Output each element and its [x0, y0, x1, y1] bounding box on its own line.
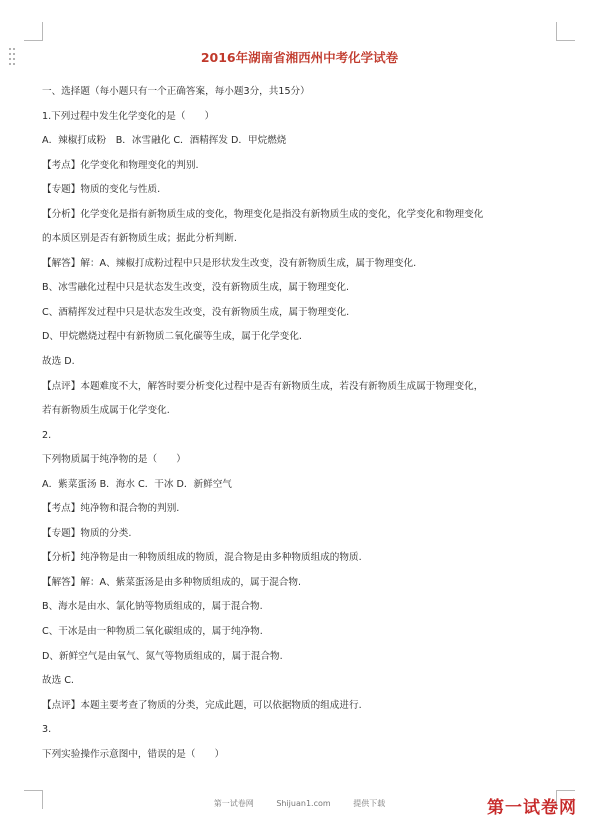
- footer-site-name: 第一试卷网: [213, 799, 254, 808]
- text-line: 【专题】物质的分类.: [42, 527, 132, 539]
- brand-logo: 第一试卷网: [487, 798, 577, 818]
- text-line: 下列物质属于纯净物的是（ ）: [42, 454, 186, 466]
- text-line: B、海水是由水、氯化钠等物质组成的，属于混合物.: [42, 601, 263, 613]
- text-line: D、甲烷燃烧过程中有新物质二氧化碳等生成，属于化学变化.: [42, 331, 302, 343]
- text-line: 【专题】物质的变化与性质.: [42, 184, 161, 196]
- text-line: 【点评】本题主要考查了物质的分类，完成此题，可以依据物质的组成进行.: [42, 699, 362, 711]
- text-line: A．辣椒打成粉 B．冰雪融化 C．酒精挥发 D．甲烷燃烧: [42, 135, 287, 147]
- text-line: 【点评】本题难度不大，解答时要分析变化过程中是否有新物质生成，若没有新物质生成属于物理变化，: [42, 380, 484, 392]
- text-line: 故选 D.: [42, 356, 75, 368]
- text-line: B、冰雪融化过程中只是状态发生改变，没有新物质生成，属于物理变化.: [42, 282, 350, 294]
- crop-mark-top-left: [24, 22, 43, 41]
- text-line: 【解答】解：A、辣椒打成粉过程中只是形状发生改变，没有新物质生成，属于物理变化.: [42, 257, 417, 269]
- document-body: [42, 80, 562, 767]
- text-line: 3.: [42, 724, 52, 736]
- text-line: 若有新物质生成属于化学变化.: [42, 405, 170, 417]
- document-title: 2016年湖南省湘西州中考化学试卷: [200, 50, 399, 65]
- text-line: 一、选择题（每小题只有一个正确答案，每小题3分，共15分）: [42, 86, 310, 97]
- text-line: 【考点】化学变化和物理变化的判别.: [42, 159, 199, 171]
- text-line: 【分析】纯净物是由一种物质组成的物质，混合物是由多种物质组成的物质.: [42, 552, 362, 564]
- text-line: 下列实验操作示意图中，错误的是（ ）: [42, 748, 225, 760]
- footer-site-url: Shijuan1.com: [276, 799, 331, 808]
- text-line: D、新鲜空气是由氧气、氮气等物质组成的，属于混合物.: [42, 650, 283, 662]
- footer-note: 提供下载: [353, 799, 386, 808]
- crop-mark-top-right: [556, 22, 575, 41]
- text-line: C、干冰是由一种物质二氧化碳组成的，属于纯净物.: [42, 626, 263, 638]
- text-line: 2.: [42, 429, 52, 441]
- text-line: 【考点】纯净物和混合物的判别.: [42, 503, 180, 515]
- text-line: 【解答】解：A、紫菜蛋汤是由多种物质组成的，属于混合物.: [42, 576, 302, 588]
- text-line: 1.下列过程中发生化学变化的是（ ）: [42, 110, 215, 122]
- text-line: C、酒精挥发过程中只是状态发生改变，没有新物质生成，属于物理变化.: [42, 306, 350, 318]
- text-line: 的本质区别是否有新物质生成；据此分析判断.: [42, 233, 237, 245]
- text-line: 【分析】化学变化是指有新物质生成的变化，物理变化是指没有新物质生成的变化，化学变化和物理变化: [42, 208, 484, 220]
- text-line: A．紫菜蛋汤 B．海水 C．干冰 D．新鲜空气: [42, 478, 232, 490]
- text-line: 故选 C.: [42, 675, 74, 687]
